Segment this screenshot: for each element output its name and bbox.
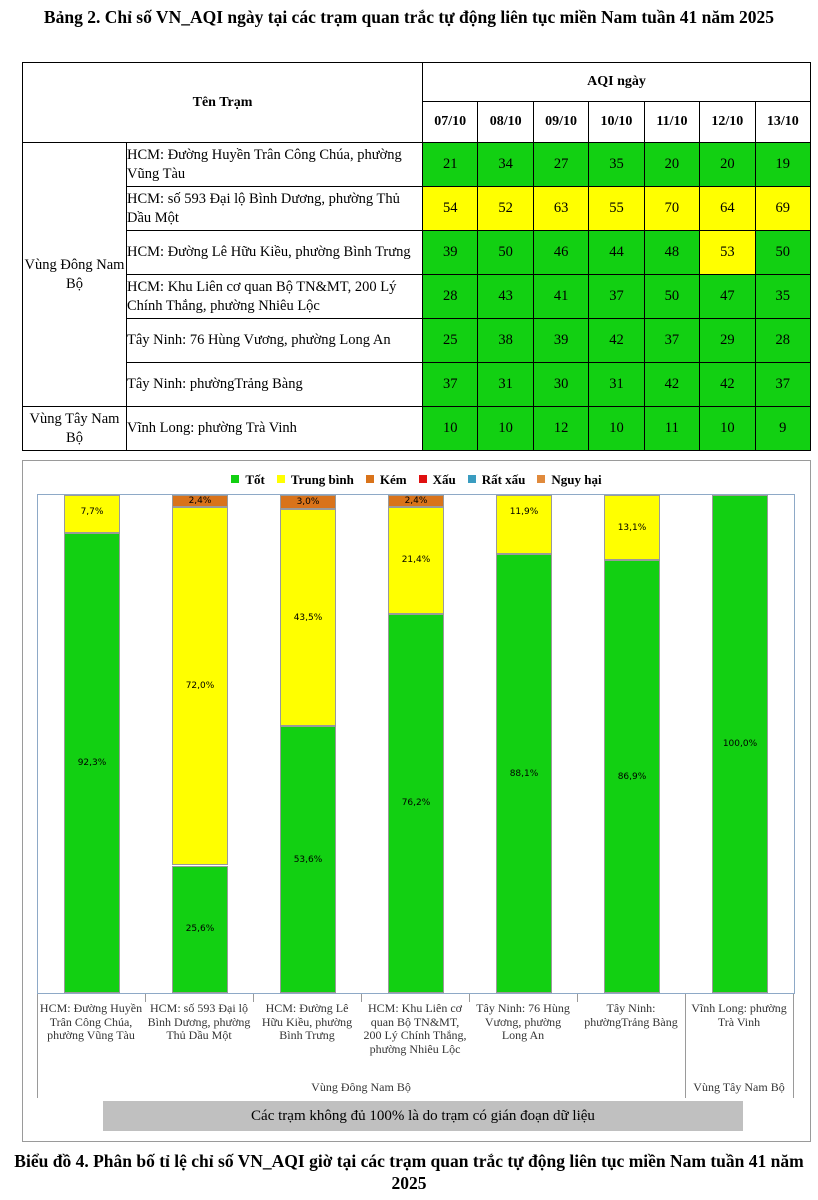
aqi-value-cell: 42 [700, 363, 755, 407]
aqi-value-cell: 54 [423, 187, 478, 231]
table-row [23, 231, 811, 275]
aqi-value-cell: 50 [478, 231, 533, 275]
data-label: 88,1% [509, 768, 539, 779]
data-label: 13,1% [617, 522, 647, 533]
chart-caption: Biểu đồ 4. Phân bố tỉ lệ chỉ số VN_AQI giờ tại các trạm quan trắc tự động liên tục miền Nam tuần 41 năm 2025 [14, 1151, 804, 1193]
aqi-value-cell: 20 [700, 143, 755, 187]
aqi-value-cell: 46 [533, 231, 588, 275]
legend-swatch [419, 475, 427, 483]
chart-bar [496, 495, 552, 993]
aqi-column-header: AQI ngày [423, 63, 811, 102]
legend-label: Nguy hại [551, 472, 602, 487]
aqi-value-cell: 52 [478, 187, 533, 231]
aqi-value-cell: 41 [533, 275, 588, 319]
aqi-value-cell: 10 [478, 407, 533, 451]
aqi-value-cell: 31 [478, 363, 533, 407]
data-label: 2,4% [188, 495, 212, 506]
axis-separator [145, 994, 146, 1002]
region-cell: Vùng Đông Nam Bộ [23, 143, 127, 407]
legend-item [366, 472, 407, 488]
aqi-value-cell: 10 [589, 407, 644, 451]
data-label: 11,9% [509, 507, 539, 517]
chart-bar [712, 495, 768, 993]
chart-bar [388, 495, 444, 993]
table-row [23, 363, 811, 407]
station-name-cell: HCM: số 593 Đại lộ Bình Dương, phường Thủ Dầu Một [127, 187, 423, 231]
date-header: 09/10 [533, 102, 588, 143]
aqi-distribution-chart [22, 460, 811, 1142]
axis-separator [37, 994, 38, 1098]
table-row [23, 275, 811, 319]
table-row [23, 319, 811, 363]
axis-separator [577, 994, 578, 1002]
aqi-value-cell: 55 [589, 187, 644, 231]
legend-label: Xấu [432, 472, 456, 487]
aqi-value-cell: 44 [589, 231, 644, 275]
aqi-value-cell: 31 [589, 363, 644, 407]
data-label: 25,6% [185, 924, 215, 935]
aqi-value-cell: 37 [423, 363, 478, 407]
aqi-value-cell: 53 [700, 231, 755, 275]
table-title: Bảng 2. Chỉ số VN_AQI ngày tại các trạm quan trắc tự động liên tục miền Nam tuần 41 năm 2025 [43, 7, 775, 27]
aqi-value-cell: 21 [423, 143, 478, 187]
station-name-cell: HCM: Đường Huyền Trân Công Chúa, phường Vũng Tàu [127, 143, 423, 187]
station-name-cell: Tây Ninh: phườngTrảng Bàng [127, 363, 423, 407]
axis-separator [685, 994, 686, 1098]
aqi-value-cell: 38 [478, 319, 533, 363]
legend-item [277, 472, 354, 488]
date-header: 11/10 [644, 102, 699, 143]
legend-swatch [537, 475, 545, 483]
date-header: 12/10 [700, 102, 755, 143]
data-label: 43,5% [293, 612, 323, 623]
chart-legend [23, 472, 810, 488]
aqi-value-cell: 63 [533, 187, 588, 231]
date-header: 07/10 [423, 102, 478, 143]
x-tick-label: Tây Ninh: 76 Hùng Vương, phường Long An [476, 1001, 570, 1042]
chart-plot-area [37, 494, 795, 994]
aqi-value-cell: 28 [755, 319, 810, 363]
aqi-value-cell: 39 [533, 319, 588, 363]
legend-swatch [277, 475, 285, 483]
aqi-value-cell: 64 [700, 187, 755, 231]
region-group-label: Vùng Tây Nam Bộ [693, 1080, 785, 1094]
date-header: 10/10 [589, 102, 644, 143]
legend-label: Tốt [245, 472, 265, 487]
data-label: 53,6% [293, 854, 323, 865]
aqi-value-cell: 10 [423, 407, 478, 451]
aqi-value-cell: 25 [423, 319, 478, 363]
legend-swatch [366, 475, 374, 483]
aqi-value-cell: 50 [644, 275, 699, 319]
aqi-value-cell: 9 [755, 407, 810, 451]
x-tick-label: Vĩnh Long: phường Trà Vinh [691, 1001, 787, 1029]
legend-swatch [231, 475, 239, 483]
x-tick-label: Tây Ninh: phườngTrảng Bàng [584, 1001, 678, 1029]
aqi-value-cell: 37 [644, 319, 699, 363]
aqi-value-cell: 35 [755, 275, 810, 319]
axis-separator [361, 994, 362, 1002]
data-label: 76,2% [401, 798, 431, 809]
legend-item [468, 472, 526, 488]
data-label: 86,9% [617, 771, 647, 782]
chart-bar [172, 495, 228, 993]
data-label: 100,0% [722, 739, 758, 749]
aqi-value-cell: 42 [644, 363, 699, 407]
aqi-value-cell: 48 [644, 231, 699, 275]
data-label: 2,4% [404, 495, 428, 506]
aqi-value-cell: 28 [423, 275, 478, 319]
station-column-header: Tên Trạm [23, 63, 423, 143]
data-label: 7,7% [80, 507, 104, 517]
aqi-value-cell: 37 [589, 275, 644, 319]
aqi-value-cell: 39 [423, 231, 478, 275]
table-row [23, 407, 811, 451]
region-cell: Vùng Tây Nam Bộ [23, 407, 127, 451]
legend-swatch [468, 475, 476, 483]
station-name-cell: Tây Ninh: 76 Hùng Vương, phường Long An [127, 319, 423, 363]
legend-item [419, 472, 456, 488]
station-name-cell: HCM: Đường Lê Hữu Kiều, phường Bình Trưng [127, 231, 423, 275]
aqi-value-cell: 27 [533, 143, 588, 187]
aqi-value-cell: 19 [755, 143, 810, 187]
x-tick-label: HCM: số 593 Đại lộ Bình Dương, phường Thủ Dầu Một [147, 1001, 251, 1042]
aqi-value-cell: 69 [755, 187, 810, 231]
legend-label: Kém [379, 472, 407, 487]
table-row [23, 143, 811, 187]
aqi-table [22, 62, 811, 451]
aqi-value-cell: 30 [533, 363, 588, 407]
chart-bar [604, 495, 660, 993]
data-label: 21,4% [401, 555, 431, 566]
chart-bar [64, 495, 120, 993]
axis-separator [469, 994, 470, 1002]
legend-item [537, 472, 601, 488]
bar-segment [496, 495, 552, 554]
chart-bar [280, 495, 336, 993]
aqi-value-cell: 10 [700, 407, 755, 451]
legend-label: Trung bình [290, 472, 354, 487]
station-name-cell: HCM: Khu Liên cơ quan Bộ TN&MT, 200 Lý Chính Thắng, phường Nhiêu Lộc [127, 275, 423, 319]
aqi-value-cell: 37 [755, 363, 810, 407]
aqi-value-cell: 12 [533, 407, 588, 451]
aqi-value-cell: 29 [700, 319, 755, 363]
axis-separator [793, 994, 794, 1098]
axis-separator [253, 994, 254, 1002]
data-label: 72,0% [185, 681, 215, 692]
aqi-value-cell: 20 [644, 143, 699, 187]
aqi-value-cell: 42 [589, 319, 644, 363]
data-label: 92,3% [77, 758, 107, 769]
aqi-value-cell: 70 [644, 187, 699, 231]
date-header: 08/10 [478, 102, 533, 143]
region-group-label: Vùng Đông Nam Bộ [311, 1080, 411, 1094]
x-tick-label: HCM: Đường Lê Hữu Kiều, phường Bình Trưng [261, 1001, 353, 1042]
chart-x-axis [37, 994, 795, 1094]
legend-label: Rất xấu [481, 472, 526, 487]
x-tick-label: HCM: Đường Huyền Trân Công Chúa, phường Vũng Tàu [39, 1001, 143, 1042]
x-tick-label: HCM: Khu Liên cơ quan Bộ TN&MT, 200 Lý Chính Thắng, phường Nhiêu Lộc [363, 1001, 467, 1056]
aqi-value-cell: 47 [700, 275, 755, 319]
aqi-value-cell: 35 [589, 143, 644, 187]
aqi-value-cell: 43 [478, 275, 533, 319]
aqi-value-cell: 50 [755, 231, 810, 275]
aqi-value-cell: 34 [478, 143, 533, 187]
station-name-cell: Vĩnh Long: phường Trà Vinh [127, 407, 423, 451]
table-row [23, 187, 811, 231]
legend-item [231, 472, 265, 488]
chart-note: Các trạm không đủ 100% là do trạm có gián đoạn dữ liệu [103, 1101, 743, 1131]
aqi-value-cell: 11 [644, 407, 699, 451]
date-header: 13/10 [755, 102, 810, 143]
data-label: 3,0% [296, 496, 320, 507]
